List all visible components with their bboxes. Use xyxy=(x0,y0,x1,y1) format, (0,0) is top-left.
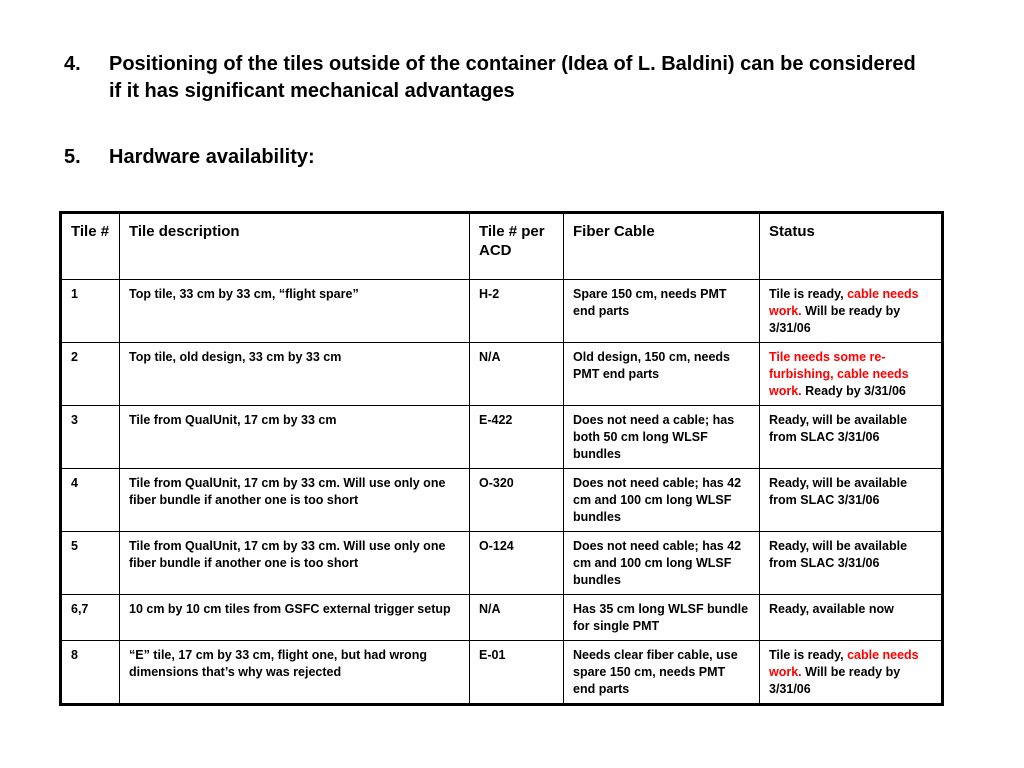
cell-fiber: Does not need cable; has 42 cm and 100 cm long WLSF bundles xyxy=(564,532,760,595)
status-warning-text: cable needs work. xyxy=(769,648,919,679)
list-item-number: 5. xyxy=(64,146,81,168)
cell-tile-acd: N/A xyxy=(470,595,564,641)
table-row xyxy=(61,469,943,532)
cell-status xyxy=(760,469,943,532)
cell-tile-acd: O-320 xyxy=(470,469,564,532)
table-row xyxy=(61,343,943,406)
table-row xyxy=(61,641,943,705)
table-row xyxy=(61,406,943,469)
cell-tile: 2 xyxy=(61,343,120,406)
cell-tile: 5 xyxy=(61,532,120,595)
status-text: Tile is ready, xyxy=(769,648,848,662)
cell-description: Top tile, old design, 33 cm by 33 cm xyxy=(120,343,470,406)
cell-tile: 6,7 xyxy=(61,595,120,641)
hardware-availability-table xyxy=(59,211,944,706)
cell-tile: 4 xyxy=(61,469,120,532)
cell-description: “E” tile, 17 cm by 33 cm, flight one, but had wrong dimensions that’s why was rejected xyxy=(120,641,470,705)
cell-tile-acd: N/A xyxy=(470,343,564,406)
status-text: Ready by 3/31/06 xyxy=(801,384,906,398)
cell-fiber: Old design, 150 cm, needs PMT end parts xyxy=(564,343,760,406)
list-item-text: Positioning of the tiles outside of the container (Idea of L. Baldini) can be considered if it has significant mechanical advantages xyxy=(109,53,916,102)
cell-fiber: Needs clear fiber cable, use spare 150 cm, needs PMT end parts xyxy=(564,641,760,705)
cell-description: Tile from QualUnit, 17 cm by 33 cm xyxy=(120,406,470,469)
cell-tile-acd: E-01 xyxy=(470,641,564,705)
cell-status xyxy=(760,280,943,343)
table-row xyxy=(61,595,943,641)
list-item-text: Hardware availability: xyxy=(109,146,315,168)
status-text: Ready, will be available from SLAC 3/31/06 xyxy=(769,413,908,444)
cell-status xyxy=(760,595,943,641)
cell-tile-acd: H-2 xyxy=(470,280,564,343)
status-text: Will be ready by 3/31/06 xyxy=(769,304,901,335)
cell-status xyxy=(760,532,943,595)
table-row xyxy=(61,532,943,595)
cell-status xyxy=(760,343,943,406)
cell-tile-acd: O-124 xyxy=(470,532,564,595)
column-header-status: Status xyxy=(760,213,943,280)
cell-description: Tile from QualUnit, 17 cm by 33 cm. Will use only one fiber bundle if another one is too short xyxy=(120,469,470,532)
cell-tile: 1 xyxy=(61,280,120,343)
table-row xyxy=(61,280,943,343)
cell-tile: 3 xyxy=(61,406,120,469)
cell-fiber: Spare 150 cm, needs PMT end parts xyxy=(564,280,760,343)
cell-tile-acd: E-422 xyxy=(470,406,564,469)
cell-description: Tile from QualUnit, 17 cm by 33 cm. Will use only one fiber bundle if another one is too short xyxy=(120,532,470,595)
column-header-tile: Tile # xyxy=(61,213,120,280)
status-text: Ready, available now xyxy=(769,602,894,616)
list-item-number: 4. xyxy=(64,53,81,75)
status-text: Will be ready by 3/31/06 xyxy=(769,665,901,696)
status-warning-text: Tile needs some re-furbishing, cable needs work. xyxy=(769,350,909,398)
status-text: Ready, will be available from SLAC 3/31/06 xyxy=(769,476,908,507)
table-header-row xyxy=(61,213,943,280)
cell-fiber: Does not need cable; has 42 cm and 100 cm long WLSF bundles xyxy=(564,469,760,532)
cell-status xyxy=(760,641,943,705)
cell-fiber: Has 35 cm long WLSF bundle for single PMT xyxy=(564,595,760,641)
status-warning-text: cable needs work. xyxy=(769,287,919,318)
cell-description: Top tile, 33 cm by 33 cm, “flight spare” xyxy=(120,280,470,343)
cell-fiber: Does not need a cable; has both 50 cm long WLSF bundles xyxy=(564,406,760,469)
status-text: Tile is ready, xyxy=(769,287,848,301)
status-text: Ready, will be available from SLAC 3/31/06 xyxy=(769,539,908,570)
column-header-tile-per-acd: Tile # per ACD xyxy=(470,213,564,280)
column-header-description: Tile description xyxy=(120,213,470,280)
cell-description: 10 cm by 10 cm tiles from GSFC external trigger setup xyxy=(120,595,470,641)
cell-status xyxy=(760,406,943,469)
cell-tile: 8 xyxy=(61,641,120,705)
column-header-fiber-cable: Fiber Cable xyxy=(564,213,760,280)
